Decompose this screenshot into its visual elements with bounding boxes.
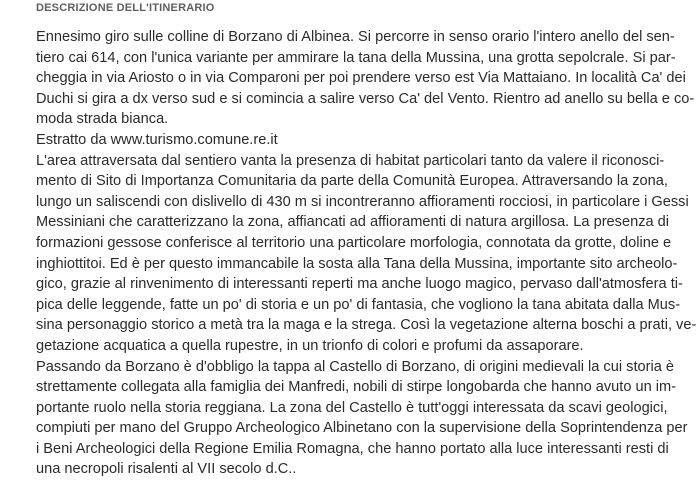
description-line: inghiottitoi. Ed è per questo immancabile la sosta alla Tana della Mussina, importante sito archeolo- [36,255,678,272]
itinerary-description [36,27,697,480]
description-line: gico, grazie al rinvenimento di interessanti reperti ma anche luogo magico, pervaso dall'atmosfera ti- [36,276,683,293]
section-heading: DESCRIZIONE DELL'ITINERARIO [36,2,215,14]
description-line: portante ruolo nella storia reggiana. La zona del Castello è tutt'oggi interessata da scavi geologici, [36,399,668,416]
description-line: Passando da Borzano è d'obbligo la tappa al Castello di Borzano, di origini medievali la cui storia è [36,358,674,375]
description-line: Ennesimo giro sulle colline di Borzano di Albinea. Si percorre in senso orario l'intero anello del sen- [36,29,675,45]
description-line: getazione acquatica a quella rupestre, in un trionfo di colori e profumi da assaporare. [36,337,584,354]
description-line: i Beni Archeologici della Regione Emilia Romagna, che hanno portato alla luce interessanti resti di [36,440,669,457]
description-line: una necropoli risalenti al VII secolo d.C.. [36,461,297,478]
description-line: moda strada bianca. [36,111,169,128]
description-line: mento di Sito di Importanza Comunitaria da parte della Comunità Europea. Attraversando la zona, [36,173,668,190]
description-line: cheggia in via Ariosto o in via Comparoni per poi prendere verso est Via Mattaiano. In località Ca' dei [36,70,686,87]
description-line: sina personaggio storico a metà tra la maga e la strega. Così la vegetazione alterna boschi a prati, ve- [36,317,697,334]
source-line: Estratto da www.turismo.comune.re.it [36,131,278,148]
description-line: Messiniani che caratterizzano la zona, affiancati ad affioramenti di natura argillosa. La presenza di [36,214,670,231]
description-line: Duchi si gira a dx verso sud e si comincia a salire verso Ca' del Vento. Rientro ad anello su bella e co- [36,90,695,107]
description-line: L'area attraversata dal sentiero vanta la presenza di habitat particolari tanto da valere il riconosci- [36,152,665,169]
description-line: strettamente collegata alla famiglia dei Manfredi, nobili di stirpe longobarda che hanno avuto un im- [36,379,677,396]
description-line: tiero cai 614, con l'unica variante per ammirare la tana della Mussina, una grotta sepolcrale. Si par- [36,49,676,66]
description-line: compiuti per mano del Gruppo Archeologico Albinetano con la supervisione della Soprintendenza per [36,420,688,437]
description-line: formazioni gessose conferisce al territorio una particolare morfologia, connotata da grotte, doline e [36,234,672,251]
description-line: pica delle leggende, fatte un po' di storia e un po' di fantasia, che vogliono la tana abitata dalla Mus- [36,296,681,313]
description-line: lungo un saliscendi con dislivello di 430 m si incontreranno affioramenti rocciosi, in particolare i Gessi [36,193,689,210]
